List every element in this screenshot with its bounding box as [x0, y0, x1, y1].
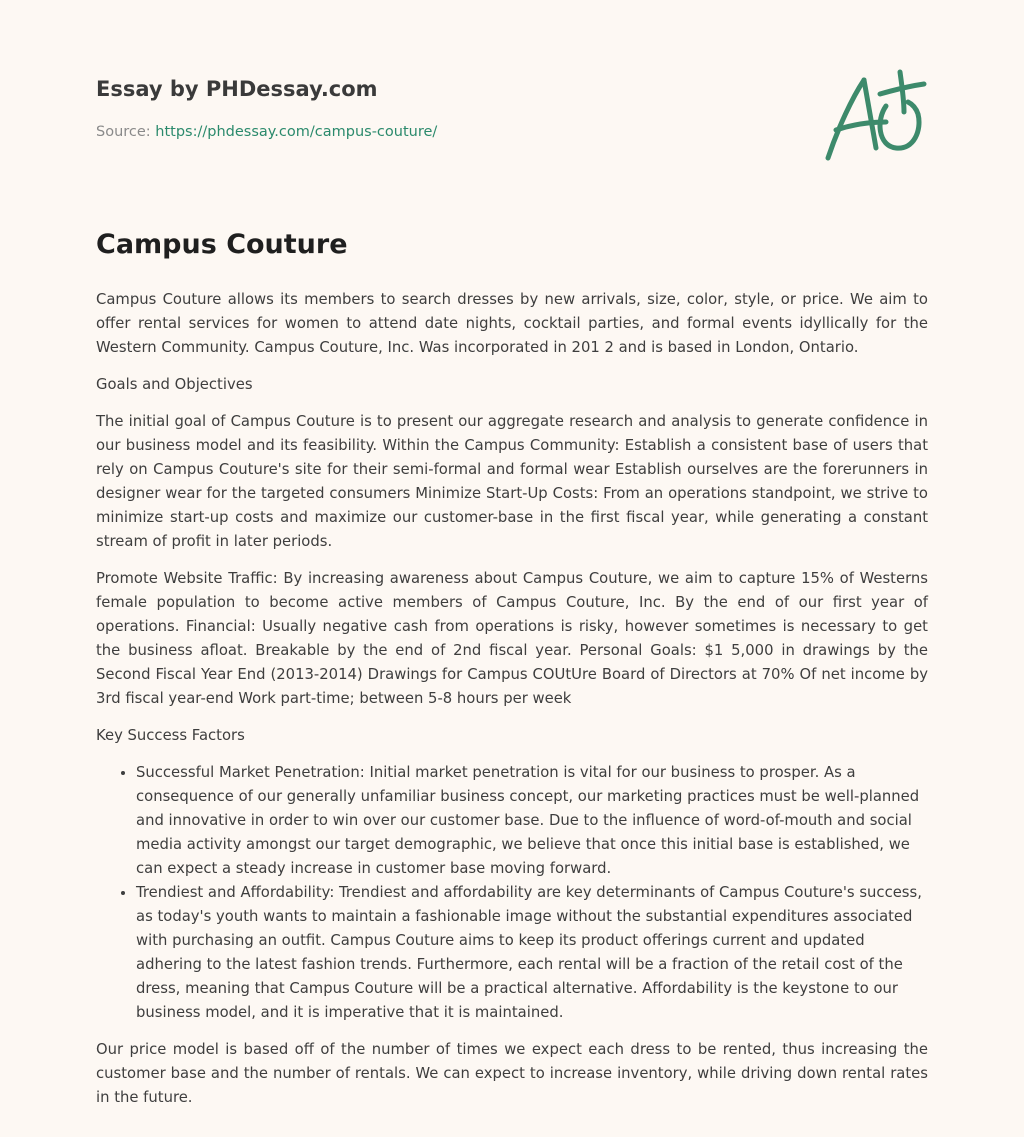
a-plus-logo	[824, 68, 928, 164]
ksf-list	[96, 761, 928, 1025]
price-paragraph: Our price model is based off of the number of times we expect each dress to be rented, thus increasing the customer base and the number of rentals. We can expect to increase inventory, while driving down rental rates in the future.	[96, 1041, 928, 1106]
site-title: Essay by PHDessay.com	[96, 77, 378, 101]
goals-paragraph: The initial goal of Campus Couture is to present our aggregate research and analysis to generate confidence in our business model and its feasibility. Within the Campus Community: Establish a consistent base of users that rely on Campus Couture's site for their semi-formal and formal wear Establish ourselves are the forerunners in designer wear for the targeted consumers Minimize Start-Up Costs: From an operations standpoint, we strive to minimize start-up costs and maximize our customer-base in the first fiscal year, while generating a constant stream of profit in later periods.	[96, 413, 928, 550]
list-item: • Successful Market Penetration: Initial market penetration is vital for our business to prosper. As a consequence of our generally unfamiliar business concept, our marketing practices must be well-planned and innovative in order to win over our customer base. Due to the influence of word-of-mouth and social media activity amongst our target demographic, we believe that once this initial base is established, we can expect a steady increase in customer base moving forward.	[136, 761, 928, 881]
traffic-paragraph: Promote Website Traffic: By increasing awareness about Campus Couture, we aim to capture 15% of Westerns female population to become active members of Campus Couture, Inc. By the end of our first year of operations. Financial: Usually negative cash from operations is risky, however sometimes is necessary to get the business afloat. Breakable by the end of 2nd fiscal year. Personal Goals: $1 5,000 in drawings by the Second Fiscal Year End (2013-2014) Drawings for Campus COUtUre Board of Directors at 70% Of net income by 3rd fiscal year-end Work part-time; between 5-8 hours per week	[96, 570, 928, 707]
list-item: • Trendiest and Affordability: Trendiest and affordability are key determinants of Campus Couture's success, as today's youth wants to maintain a fashionable image without the substantial expenditures associated with purchasing an outfit. Campus Couture aims to keep its product offerings current and updated adhering to the latest fashion trends. Furthermore, each rental will be a fraction of the retail cost of the dress, meaning that Campus Couture will be a practical alternative. Affordability is the keystone to our business model, and it is imperative that it is maintained.	[136, 881, 928, 1025]
essay-title: Campus Couture	[96, 229, 348, 260]
essay-body	[96, 224, 928, 1123]
ksf-heading: Key Success Factors	[96, 727, 245, 744]
source-line	[96, 122, 928, 142]
goals-heading: Goals and Objectives	[96, 376, 253, 393]
source-label: Source:	[96, 124, 151, 140]
source-link[interactable]: https://phdessay.com/campus-couture/	[155, 124, 438, 140]
intro-paragraph: Campus Couture allows its members to search dresses by new arrivals, size, color, style, or price. We aim to offer rental services for women to attend date nights, cocktail parties, and formal events idyllically for the Western Community. Campus Couture, Inc. Was incorporated in 201 2 and is based in London, Ontario.	[96, 291, 928, 356]
page-header	[96, 74, 928, 184]
